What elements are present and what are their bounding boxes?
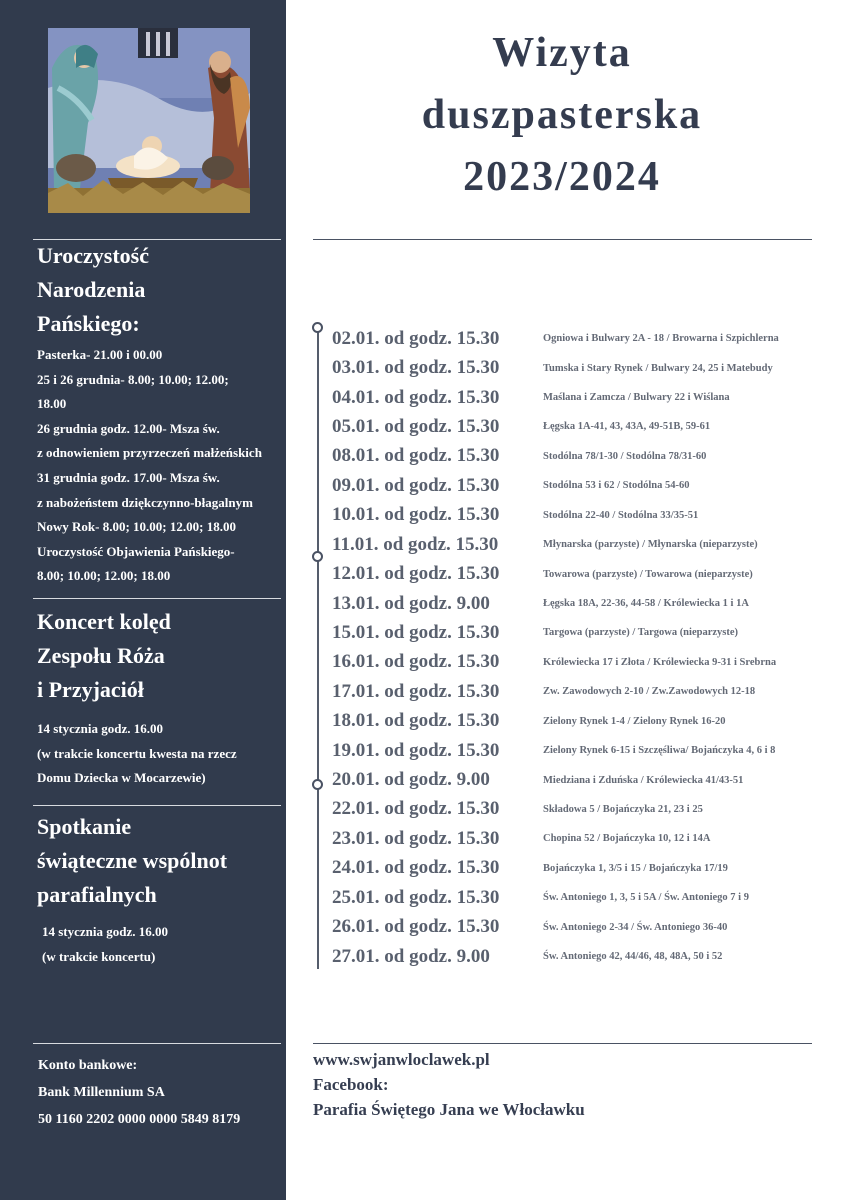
visit-date: 24.01. od godz. 15.30 [332,857,500,879]
schedule-row [332,912,779,941]
meeting-heading-line: Spotkanie [37,814,132,839]
visit-date: 11.01. od godz. 15.30 [332,533,499,555]
meeting-details [42,920,292,969]
visit-date: 18.01. od godz. 15.30 [332,710,500,732]
visit-date: 17.01. od godz. 15.30 [332,680,500,702]
visit-schedule [332,324,779,971]
visit-date: 12.01. od godz. 15.30 [332,563,500,585]
concert-details [37,717,287,791]
schedule-row [332,677,779,706]
schedule-row [332,618,779,647]
visit-streets: Stodólna 53 i 62 / Stodólna 54-60 [543,480,690,492]
schedule-row [332,324,779,353]
christmas-heading [37,239,149,341]
visit-streets: Stodólna 22-40 / Stodólna 33/35-51 [543,509,699,521]
sidebar-divider [33,1043,281,1044]
facebook-label: Facebook: [313,1075,389,1094]
schedule-row [332,412,779,441]
concert-heading-line: Koncert kolęd [37,609,171,634]
visit-streets: Miedziana i Zduńska / Królewiecka 41/43-51 [543,774,744,786]
title-line: 2023/2024 [463,154,661,200]
schedule-row [332,559,779,588]
visit-date: 05.01. od godz. 15.30 [332,415,500,437]
timeline-dot [312,322,323,333]
bank-account-info [38,1052,240,1133]
visit-streets: Targowa (parzyste) / Targowa (nieparzyste) [543,627,739,639]
visit-date: 04.01. od godz. 15.30 [332,386,500,408]
schedule-row [332,824,779,853]
concert-detail-line: 14 stycznia godz. 16.00 [37,721,164,736]
concert-heading-line: Zespołu Róża [37,643,165,668]
visit-date: 26.01. od godz. 15.30 [332,916,500,938]
mass-time-line: 8.00; 10.00; 12.00; 18.00 [37,568,171,584]
bank-name: Bank Millennium SA [38,1085,165,1100]
visit-streets: Bojańczyka 1, 3/5 i 15 / Bojańczyka 17/19 [543,862,728,874]
visit-streets: Zielony Rynek 1-4 / Zielony Rynek 16-20 [543,715,726,727]
visit-streets: Zielony Rynek 6-15 i Szczęśliwa/ Bojańczyka 4, 6 i 8 [543,745,776,757]
schedule-row [332,589,779,618]
visit-date: 22.01. od godz. 15.30 [332,798,500,820]
schedule-row [332,442,779,471]
schedule-row [332,795,779,824]
schedule-row [332,530,779,559]
visit-streets: Młynarska (parzyste) / Młynarska (nieparzyste) [543,539,758,551]
concert-detail-line: Domu Dziecka w Mocarzewie) [37,770,206,786]
visit-date: 16.01. od godz. 15.30 [332,651,500,673]
mass-time-line: 18.00 [37,396,67,412]
mass-time-line: 31 grudnia godz. 17.00- Msza św. [37,469,220,485]
sidebar [0,0,286,1200]
website-link[interactable]: www.swjanwloclawek.pl [313,1050,490,1069]
concert-heading-line: i Przyjaciół [37,677,144,702]
visit-date: 15.01. od godz. 15.30 [332,621,500,643]
mass-time-line: z nabożeństem dziękczynno-błagalnym [37,494,253,510]
mass-time-line: Pasterka- 21.00 i 00.00 [37,347,163,362]
visit-streets: Królewiecka 17 i Złota / Królewiecka 9-31 i Srebrna [543,656,777,668]
timeline-dot [312,779,323,790]
nativity-illustration [48,28,250,213]
visit-streets: Towarowa (parzyste) / Towarowa (nieparzyste) [543,568,753,580]
visit-streets: Św. Antoniego 1, 3, 5 i 5A / Św. Antoniego 7 i 9 [543,892,749,904]
visit-streets: Ogniowa i Bulwary 2A - 18 / Browarna i Szpichlerna [543,333,779,345]
christmas-mass-times [37,343,287,589]
mass-time-line: Uroczystość Objawienia Pańskiego- [37,543,235,559]
mass-time-line: 26 grudnia godz. 12.00- Msza św. [37,420,220,436]
visit-date: 08.01. od godz. 15.30 [332,445,500,467]
visit-streets: Św. Antoniego 2-34 / Św. Antoniego 36-40 [543,921,728,933]
bank-label: Konto bankowe: [38,1058,138,1073]
mass-time-line: 25 i 26 grudnia- 8.00; 10.00; 12.00; [37,371,229,387]
schedule-row [332,736,779,765]
meeting-heading [37,810,227,912]
meeting-detail-line: 14 stycznia godz. 16.00 [42,924,169,939]
meeting-detail-line: (w trakcie koncertu) [42,948,156,964]
visit-date: 13.01. od godz. 9.00 [332,592,490,614]
visit-streets: Łęgska 1A-41, 43, 43A, 49-51B, 59-61 [543,421,711,433]
visit-streets: Maślana i Zamcza / Bulwary 22 i Wiślana [543,392,730,404]
visit-date: 27.01. od godz. 9.00 [332,945,490,967]
schedule-row [332,471,779,500]
christmas-heading-line: Narodzenia [37,277,146,302]
timeline-dot [312,551,323,562]
concert-heading [37,605,171,707]
sidebar-divider [33,805,281,806]
title-divider [313,239,812,240]
visit-date: 03.01. od godz. 15.30 [332,357,500,379]
schedule-row [332,501,779,530]
mass-time-line: Nowy Rok- 8.00; 10.00; 12.00; 18.00 [37,519,236,535]
timeline-line [317,329,319,969]
schedule-row [332,648,779,677]
visit-streets: Stodólna 78/1-30 / Stodólna 78/31-60 [543,450,707,462]
schedule-row [332,942,779,971]
schedule-row [332,706,779,735]
schedule-row [332,854,779,883]
visit-streets: Chopina 52 / Bojańczyka 10, 12 i 14A [543,833,711,845]
schedule-row [332,383,779,412]
contact-footer [313,1047,585,1122]
christmas-heading-line: Pańskiego: [37,311,140,336]
visit-streets: Tumska i Stary Rynek / Bulwary 24, 25 i Matebudy [543,362,773,374]
bank-account-number: 50 1160 2202 0000 0000 5849 8179 [38,1112,241,1127]
schedule-row [332,765,779,794]
schedule-row [332,883,779,912]
visit-streets: Św. Antoniego 42, 44/46, 48, 48A, 50 i 52 [543,951,723,963]
facebook-page-name[interactable]: Parafia Świętego Jana we Włocławku [313,1100,585,1119]
visit-date: 23.01. od godz. 15.30 [332,827,500,849]
visit-date: 09.01. od godz. 15.30 [332,474,500,496]
visit-date: 10.01. od godz. 15.30 [332,504,500,526]
mass-time-line: z odnowieniem przyrzeczeń małżeńskich [37,445,262,461]
meeting-heading-line: parafialnych [37,882,157,907]
visit-streets: Zw. Zawodowych 2-10 / Zw.Zawodowych 12-18 [543,686,756,698]
visit-date: 20.01. od godz. 9.00 [332,769,490,791]
sidebar-divider [33,598,281,599]
concert-detail-line: (w trakcie koncertu kwesta na rzecz [37,745,237,761]
nativity-scene-image [48,28,250,213]
title-line: Wizyta [492,30,632,76]
page-title [312,22,812,208]
meeting-heading-line: świąteczne wspólnot [37,848,228,873]
title-line: duszpasterska [421,92,703,138]
schedule-row [332,353,779,382]
footer-divider [313,1043,812,1044]
christmas-heading-line: Uroczystość [37,243,149,268]
visit-streets: Łęgska 18A, 22-36, 44-58 / Królewiecka 1 i 1A [543,598,749,609]
visit-streets: Składowa 5 / Bojańczyka 21, 23 i 25 [543,803,703,815]
visit-date: 25.01. od godz. 15.30 [332,886,500,908]
visit-date: 19.01. od godz. 15.30 [332,739,500,761]
visit-date: 02.01. od godz. 15.30 [332,327,500,349]
